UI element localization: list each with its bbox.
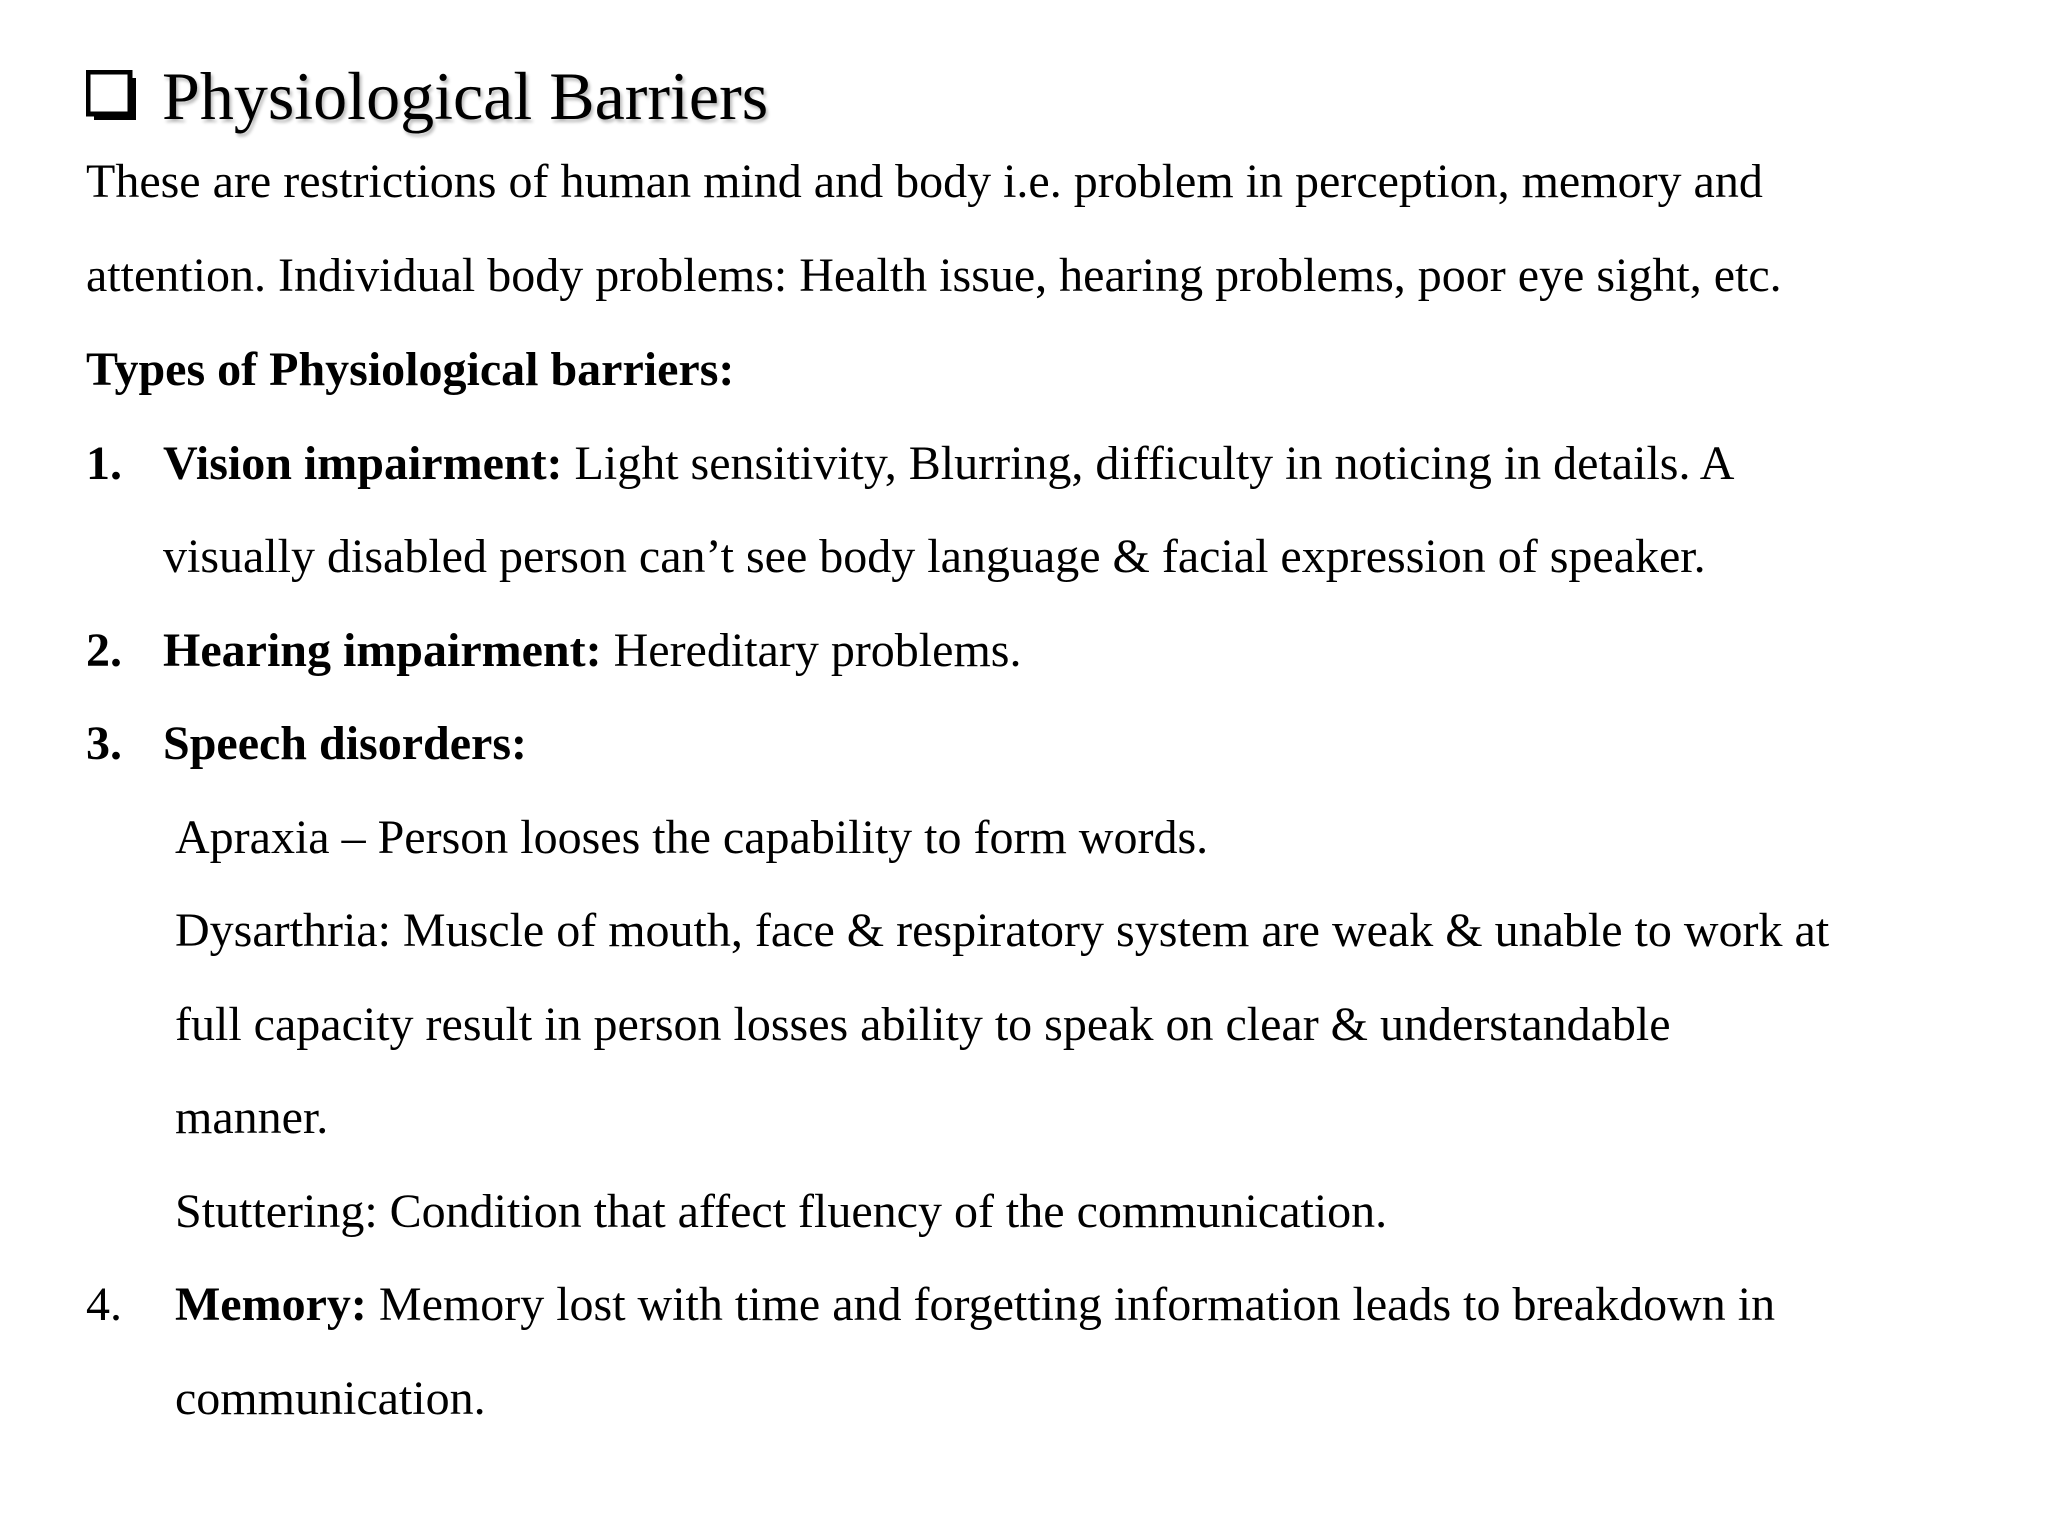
sub-item-dysarthria-cont: manner. xyxy=(175,1091,329,1144)
item-number: 1. xyxy=(86,437,122,490)
list-item-speech: Speech disorders: xyxy=(163,717,527,770)
item-text-continued: communication. xyxy=(175,1372,486,1425)
item-number: 2. xyxy=(86,624,122,677)
checkbox-icon xyxy=(86,70,138,122)
sub-item-dysarthria-cont: full capacity result in person losses ability to speak on clear & understandable xyxy=(175,998,1671,1051)
intro-line-1: These are restrictions of human mind and body i.e. problem in perception, memory and xyxy=(86,155,1763,208)
item-text-continued: visually disabled person can’t see body language & facial expression of speaker. xyxy=(163,530,1706,583)
list-item-vision xyxy=(163,434,1734,494)
intro-line-2: attention. Individual body problems: Health issue, hearing problems, poor eye sight, etc. xyxy=(86,249,1782,302)
slide-title xyxy=(86,48,768,144)
item-term: Hearing impairment: xyxy=(163,624,602,677)
types-heading: Types of Physiological barriers: xyxy=(86,343,735,396)
item-text: Hereditary problems. xyxy=(601,624,1022,677)
item-term: Memory: xyxy=(175,1278,367,1331)
list-item-memory xyxy=(175,1275,1775,1335)
item-text: Memory lost with time and forgetting information leads to breakdown in xyxy=(366,1278,1776,1331)
sub-item-dysarthria: Dysarthria: Muscle of mouth, face & respiratory system are weak & unable to work at xyxy=(175,904,1830,957)
list-item-hearing xyxy=(163,621,1021,681)
sub-item-stuttering: Stuttering: Condition that affect fluency of the communication. xyxy=(175,1185,1388,1238)
slide-title-text: Physiological Barriers xyxy=(162,58,769,134)
item-number: 3. xyxy=(86,717,122,770)
item-text: Light sensitivity, Blurring, difficulty in noticing in details. A xyxy=(562,437,1735,490)
item-number: 4. xyxy=(86,1278,122,1331)
item-term: Vision impairment: xyxy=(163,437,563,490)
sub-item-apraxia: Apraxia – Person looses the capability to form words. xyxy=(175,811,1209,864)
